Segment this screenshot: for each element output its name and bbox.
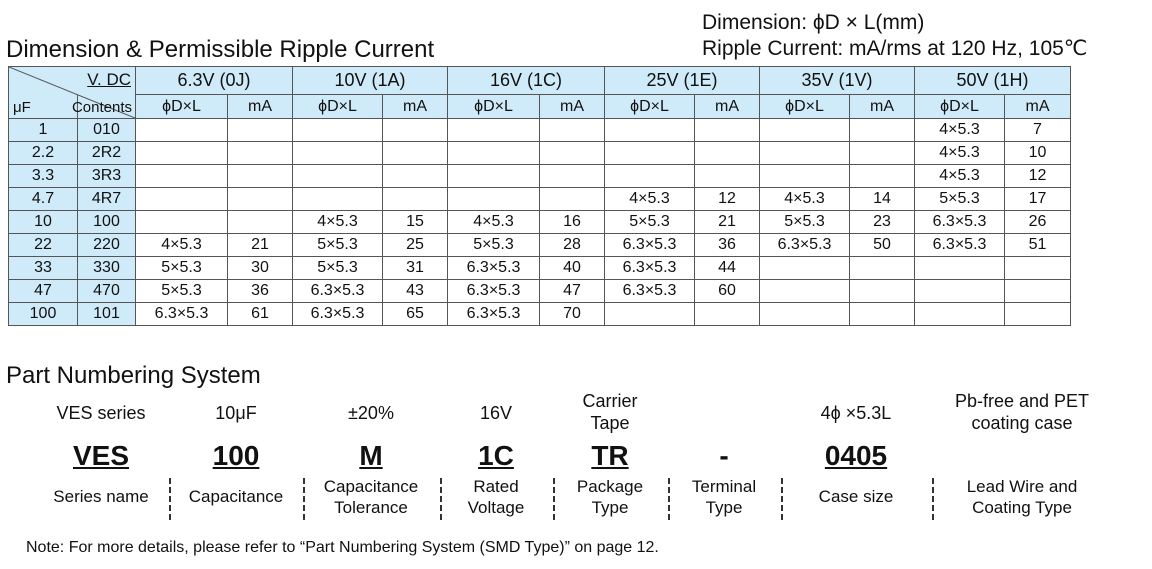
ripple-cell	[850, 119, 915, 142]
dimension-cell	[915, 303, 1005, 326]
table-row	[9, 211, 1071, 234]
dimension-cell: 6.3×5.3	[136, 303, 228, 326]
segment-description: 16V	[479, 403, 513, 423]
ripple-cell	[695, 165, 760, 188]
dimension-cell	[136, 188, 228, 211]
dimension-cell: 6.3×5.3	[448, 280, 540, 303]
ripple-cell: 26	[1005, 211, 1071, 234]
sub-header-dimension: ϕD×L	[605, 95, 695, 119]
sub-header-ma: mA	[228, 95, 293, 119]
segment-label: Series name	[53, 487, 149, 506]
ripple-cell	[228, 142, 293, 165]
dimension-info	[702, 10, 1087, 62]
ripple-cell: 21	[695, 211, 760, 234]
ripple-cell	[1005, 280, 1071, 303]
dimension-cell: 6.3×5.3	[605, 234, 695, 257]
dimension-cell	[605, 165, 695, 188]
table-row	[9, 188, 1071, 211]
dimension-cell: 4×5.3	[605, 188, 695, 211]
segment-code: M	[359, 440, 383, 471]
segment-code: 100	[212, 440, 260, 471]
segment-description: VES series	[56, 403, 146, 423]
ripple-line: Ripple Current: mA/rms at 120 Hz, 105℃	[702, 37, 1088, 60]
dimension-cell	[605, 119, 695, 142]
ripple-cell: 12	[695, 188, 760, 211]
segment-label: Lead Wire and Coating Type	[966, 477, 1078, 517]
dimension-line: Dimension: ϕD × L(mm)	[702, 11, 925, 34]
ripple-cell	[540, 142, 605, 165]
ripple-cell	[228, 165, 293, 188]
capacitance-cell: 47	[9, 280, 78, 303]
capacitance-cell: 10	[9, 211, 78, 234]
dimension-cell	[448, 142, 540, 165]
ripple-cell: 36	[695, 234, 760, 257]
table-row	[9, 165, 1071, 188]
dimension-cell	[448, 188, 540, 211]
ripple-cell	[695, 303, 760, 326]
capacitance-cell: 4.7	[9, 188, 78, 211]
corner-uf-label: μF	[13, 99, 31, 116]
table-row	[9, 257, 1071, 280]
dimension-cell	[136, 142, 228, 165]
dimension-cell: 6.3×5.3	[605, 280, 695, 303]
ripple-cell: 70	[540, 303, 605, 326]
ripple-cell: 16	[540, 211, 605, 234]
ripple-cell: 10	[1005, 142, 1071, 165]
dimension-cell	[605, 142, 695, 165]
ripple-cell: 15	[383, 211, 448, 234]
ripple-cell: 51	[1005, 234, 1071, 257]
dimension-cell	[136, 119, 228, 142]
ripple-cell	[383, 119, 448, 142]
dimension-cell: 4×5.3	[293, 211, 383, 234]
sub-header-ma: mA	[383, 95, 448, 119]
code-cell: 220	[78, 234, 136, 257]
voltage-header: 10V (1A)	[293, 67, 448, 95]
corner-contents-label: Contents	[71, 99, 132, 116]
dimension-cell: 5×5.3	[915, 188, 1005, 211]
segment-code: TR	[591, 440, 629, 471]
dimension-cell	[760, 119, 850, 142]
dimension-cell	[136, 165, 228, 188]
segment-description: ±20%	[348, 403, 394, 423]
capacitance-cell: 100	[9, 303, 78, 326]
ripple-cell: 47	[540, 280, 605, 303]
segment-label: Case size	[818, 487, 894, 506]
ripple-cell	[228, 211, 293, 234]
code-cell: 470	[78, 280, 136, 303]
dimension-cell	[915, 257, 1005, 280]
segment-description: Carrier Tape	[582, 391, 638, 433]
ripple-cell	[228, 119, 293, 142]
dimension-cell: 4×5.3	[915, 119, 1005, 142]
ripple-cell: 23	[850, 211, 915, 234]
sub-header-ma: mA	[695, 95, 760, 119]
segment-code: -	[719, 440, 729, 471]
ripple-cell: 12	[1005, 165, 1071, 188]
header-row-sub	[9, 95, 1071, 119]
ripple-cell: 50	[850, 234, 915, 257]
voltage-header: 6.3V (0J)	[136, 67, 293, 95]
capacitance-cell: 1	[9, 119, 78, 142]
voltage-header: 25V (1E)	[605, 67, 760, 95]
dimension-cell: 5×5.3	[136, 257, 228, 280]
ripple-cell	[695, 119, 760, 142]
ripple-cell: 43	[383, 280, 448, 303]
dimension-cell: 4×5.3	[915, 142, 1005, 165]
ripple-cell	[850, 280, 915, 303]
segment-label: Terminal Type	[691, 477, 757, 517]
dimension-cell	[760, 165, 850, 188]
ripple-current-table	[8, 66, 1071, 326]
ripple-cell: 14	[850, 188, 915, 211]
table-row	[9, 142, 1071, 165]
voltage-header: 35V (1V)	[760, 67, 915, 95]
code-cell: 2R2	[78, 142, 136, 165]
ripple-cell	[850, 165, 915, 188]
dimension-cell: 6.3×5.3	[760, 234, 850, 257]
ripple-cell: 21	[228, 234, 293, 257]
segment-separator	[303, 478, 305, 520]
segment-separator	[440, 478, 442, 520]
ripple-cell: 44	[695, 257, 760, 280]
ripple-cell: 61	[228, 303, 293, 326]
dimension-cell: 6.3×5.3	[915, 234, 1005, 257]
sub-header-dimension: ϕD×L	[136, 95, 228, 119]
code-cell: 100	[78, 211, 136, 234]
voltage-header: 16V (1C)	[448, 67, 605, 95]
dimension-cell	[293, 188, 383, 211]
dimension-cell	[448, 119, 540, 142]
dimension-cell	[605, 303, 695, 326]
sub-header-dimension: ϕD×L	[448, 95, 540, 119]
ripple-cell	[1005, 303, 1071, 326]
ripple-cell: 17	[1005, 188, 1071, 211]
sub-header-ma: mA	[540, 95, 605, 119]
code-cell: 3R3	[78, 165, 136, 188]
segment-label: Capacitance Tolerance	[323, 477, 419, 517]
dimension-cell: 6.3×5.3	[448, 303, 540, 326]
segment-code: 1C	[478, 440, 514, 471]
segment-code: VES	[72, 440, 130, 471]
dimension-cell: 5×5.3	[605, 211, 695, 234]
dimension-cell	[760, 280, 850, 303]
segment-description: 4ϕ ×5.3L	[820, 403, 892, 423]
table-corner-cell	[9, 67, 136, 119]
sub-header-dimension: ϕD×L	[293, 95, 383, 119]
sub-header-dimension: ϕD×L	[915, 95, 1005, 119]
ripple-cell	[540, 119, 605, 142]
segment-separator	[169, 478, 171, 520]
dimension-cell: 4×5.3	[915, 165, 1005, 188]
voltage-header: 50V (1H)	[915, 67, 1071, 95]
ripple-cell: 65	[383, 303, 448, 326]
ripple-cell	[695, 142, 760, 165]
code-cell: 010	[78, 119, 136, 142]
ripple-cell	[383, 165, 448, 188]
ripple-cell: 40	[540, 257, 605, 280]
dimension-cell: 5×5.3	[760, 211, 850, 234]
dimension-cell: 6.3×5.3	[448, 257, 540, 280]
dimension-cell: 5×5.3	[136, 280, 228, 303]
dimension-cell: 4×5.3	[136, 234, 228, 257]
dimension-cell: 4×5.3	[760, 188, 850, 211]
ripple-cell	[383, 142, 448, 165]
ripple-cell	[540, 165, 605, 188]
dimension-cell	[915, 280, 1005, 303]
dimension-cell: 6.3×5.3	[293, 280, 383, 303]
ripple-cell: 28	[540, 234, 605, 257]
segment-code: 0405	[824, 440, 888, 471]
segment-separator	[668, 478, 670, 520]
ripple-cell	[540, 188, 605, 211]
sub-header-dimension: ϕD×L	[760, 95, 850, 119]
header-row-voltage	[9, 67, 1071, 95]
code-cell: 330	[78, 257, 136, 280]
ripple-cell	[383, 188, 448, 211]
table-row	[9, 234, 1071, 257]
dimension-cell: 6.3×5.3	[915, 211, 1005, 234]
ripple-cell	[228, 188, 293, 211]
sub-header-ma: mA	[850, 95, 915, 119]
dimension-cell	[448, 165, 540, 188]
segment-separator	[781, 478, 783, 520]
code-cell: 4R7	[78, 188, 136, 211]
table-row	[9, 303, 1071, 326]
capacitance-cell: 22	[9, 234, 78, 257]
segment-separator	[932, 478, 934, 520]
segment-label: Capacitance	[188, 487, 284, 506]
dimension-cell	[293, 165, 383, 188]
ripple-cell: 60	[695, 280, 760, 303]
dimension-cell	[760, 303, 850, 326]
ripple-cell: 25	[383, 234, 448, 257]
dimension-cell	[760, 142, 850, 165]
segment-description: 10μF	[215, 403, 257, 423]
segment-label: Package Type	[576, 477, 644, 517]
ripple-cell: 36	[228, 280, 293, 303]
ripple-cell	[1005, 257, 1071, 280]
capacitance-cell: 2.2	[9, 142, 78, 165]
ripple-cell: 7	[1005, 119, 1071, 142]
dimension-cell	[293, 142, 383, 165]
dimension-cell: 5×5.3	[293, 257, 383, 280]
table-row	[9, 119, 1071, 142]
dimension-cell	[293, 119, 383, 142]
footnote: Note: For more details, please refer to “Part Numbering System (SMD Type)” on page 12.	[26, 539, 659, 556]
section-title-dimension: Dimension & Permissible Ripple Current	[6, 36, 435, 63]
ripple-cell: 30	[228, 257, 293, 280]
dimension-cell: 5×5.3	[293, 234, 383, 257]
capacitance-cell: 33	[9, 257, 78, 280]
dimension-cell: 6.3×5.3	[605, 257, 695, 280]
segment-description: Pb-free and PET coating case	[954, 391, 1090, 433]
dimension-cell: 4×5.3	[448, 211, 540, 234]
dimension-cell: 6.3×5.3	[293, 303, 383, 326]
dimension-cell	[136, 211, 228, 234]
capacitance-cell: 3.3	[9, 165, 78, 188]
section-title-part-numbering: Part Numbering System	[6, 362, 261, 389]
ripple-cell	[850, 257, 915, 280]
ripple-cell	[850, 142, 915, 165]
corner-vdc-label: V. DC	[87, 70, 131, 89]
segment-separator	[553, 478, 555, 520]
ripple-cell: 31	[383, 257, 448, 280]
table-row	[9, 280, 1071, 303]
dimension-cell: 5×5.3	[448, 234, 540, 257]
segment-label: Rated Voltage	[467, 477, 525, 517]
sub-header-ma: mA	[1005, 95, 1071, 119]
dimension-cell	[760, 257, 850, 280]
code-cell: 101	[78, 303, 136, 326]
ripple-cell	[850, 303, 915, 326]
